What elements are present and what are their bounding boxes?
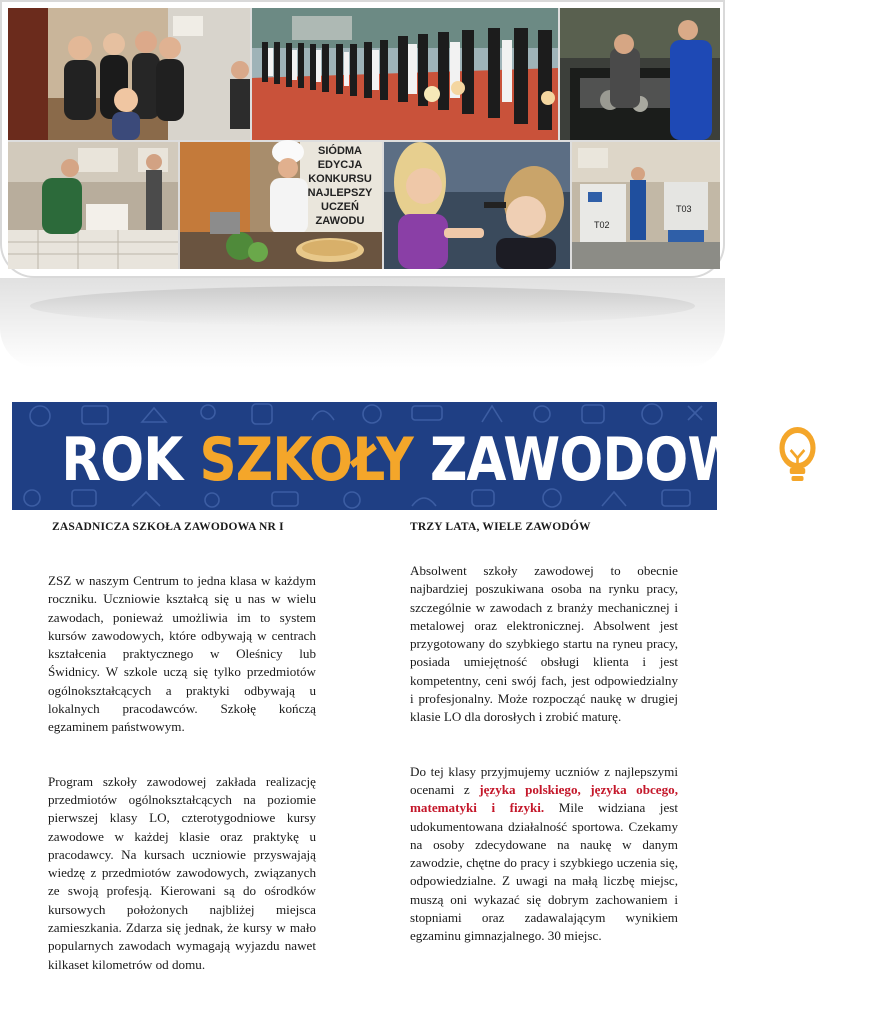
title-banner bbox=[12, 402, 871, 510]
hairdresser-photo bbox=[384, 142, 570, 269]
left-column-heading: ZASADNICZA SZKOŁA ZAWODOWA NR I bbox=[52, 521, 284, 533]
right-paragraph-1: Absolwent szkoły zawodowej to obecnie najbardziej poszukiwana osoba na rynku pracy, szczególnie w zawodach z branży mechanicznej i metalowej oraz elektronicznej. Absolwent jest przygotowany do szybkiego startu na ryneu pracy, posiada umiejętność obsługi klienta i jest kompetentny, ceni swój fach, jest odpowiedzialny i profesjonalny. Może rozpocząć naukę w drugiej klasie LO dla dorosłych i zrobić maturę. bbox=[410, 563, 678, 725]
mechanic-workshop-photo bbox=[560, 8, 720, 140]
banner-title-word-zawodowcow-start: ZAWODOWC bbox=[429, 425, 781, 495]
right-paragraph-2 bbox=[410, 763, 678, 946]
svg-text:T02: T02 bbox=[594, 220, 610, 230]
bricklayer-photo bbox=[8, 142, 178, 269]
sign-line: UCZEŃ bbox=[321, 201, 359, 213]
chef-cooking-photo bbox=[180, 142, 382, 269]
sign-line: EDYCJA bbox=[317, 159, 363, 171]
right-paragraph-2-intro: Do tej klasy przyjmujemy uczniów z najlepszymi ocenami z bbox=[410, 763, 678, 797]
collage-reflection-shadow bbox=[30, 286, 695, 326]
graduation-ceremony-photo bbox=[252, 8, 558, 140]
left-paragraph-2: Program szkoły zawodowej zakłada realizację przedmiotów ogólnokształcących na poziomie pierwszej klasy LO, czterotygodniowe kursy zawodowe w każdej klasie oraz praktykę u pracodawcy. Na kursach uczniowie przyswajają wiedzę z przedmiotów zawodowych, związanych ze swoją profesją. Kierowani są do ośrodków kursowych położonych najbliżej miejsca zamieszkania. Zdarza się jednak, że kursy w mało popularnych zawodach wymagają wyjazdu nawet kilkaset kilometrów od domu. bbox=[48, 773, 316, 972]
banner-title bbox=[61, 420, 871, 500]
right-paragraph-2-rest: Mile widziana jest udokumentowana działalność sportowa. Czekamy na osoby zdecydowane na naukę w danym zawodzie, chętne do pracy i szybkiego uczenia się, odpowiedzialne. Z uwagi na małą liczbę miejsc, muszą oni wykazać się dobrym zachowaniem i stopniami oraz zadawalającym wynikiem egzaminu gimnazjalnego. 30 miejsc. bbox=[410, 800, 678, 944]
right-column-heading: TRZY LATA, WIELE ZAWODÓW bbox=[410, 521, 591, 533]
sign-line: ZAWODU bbox=[315, 215, 365, 227]
students-group-photo bbox=[8, 8, 250, 140]
banner-title-word-szkoly: SZKOŁY bbox=[199, 425, 413, 495]
photo-collage bbox=[8, 8, 720, 269]
sign-line: SIÓDMA bbox=[318, 145, 362, 157]
left-column bbox=[48, 520, 316, 974]
lathe-workshop-photo bbox=[572, 142, 720, 269]
banner-title-word-zawodowcow-end: W bbox=[814, 425, 871, 495]
right-column bbox=[410, 520, 678, 946]
svg-text:T03: T03 bbox=[676, 204, 692, 214]
lightbulb-icon bbox=[779, 424, 817, 504]
sign-line: NAJLEPSZY bbox=[307, 187, 373, 199]
required-subjects-highlight: języka polskiego, języka obcego, matematyki i fizyki. bbox=[410, 781, 678, 816]
sign-line: KONKURSU bbox=[308, 173, 372, 185]
photo-collage-card bbox=[0, 0, 725, 278]
banner-title-word-rok: ROK bbox=[61, 425, 183, 495]
left-paragraph-1: ZSZ w naszym Centrum to jedna klasa w każdym roczniku. Uczniowie kształcą się u nas w wielu zawodach, ponieważ umożliwia im to system kursów zawodowych, które odbywają w centrach kształcenia praktycznego w Oleśnicy lub Świdnicy. W szkole uczą się tylko przedmiotów ogólnokształcących a praktyki odbywają u lokalnych pracodawców. Szkołę kończą egzaminem państwowym. bbox=[48, 573, 316, 735]
